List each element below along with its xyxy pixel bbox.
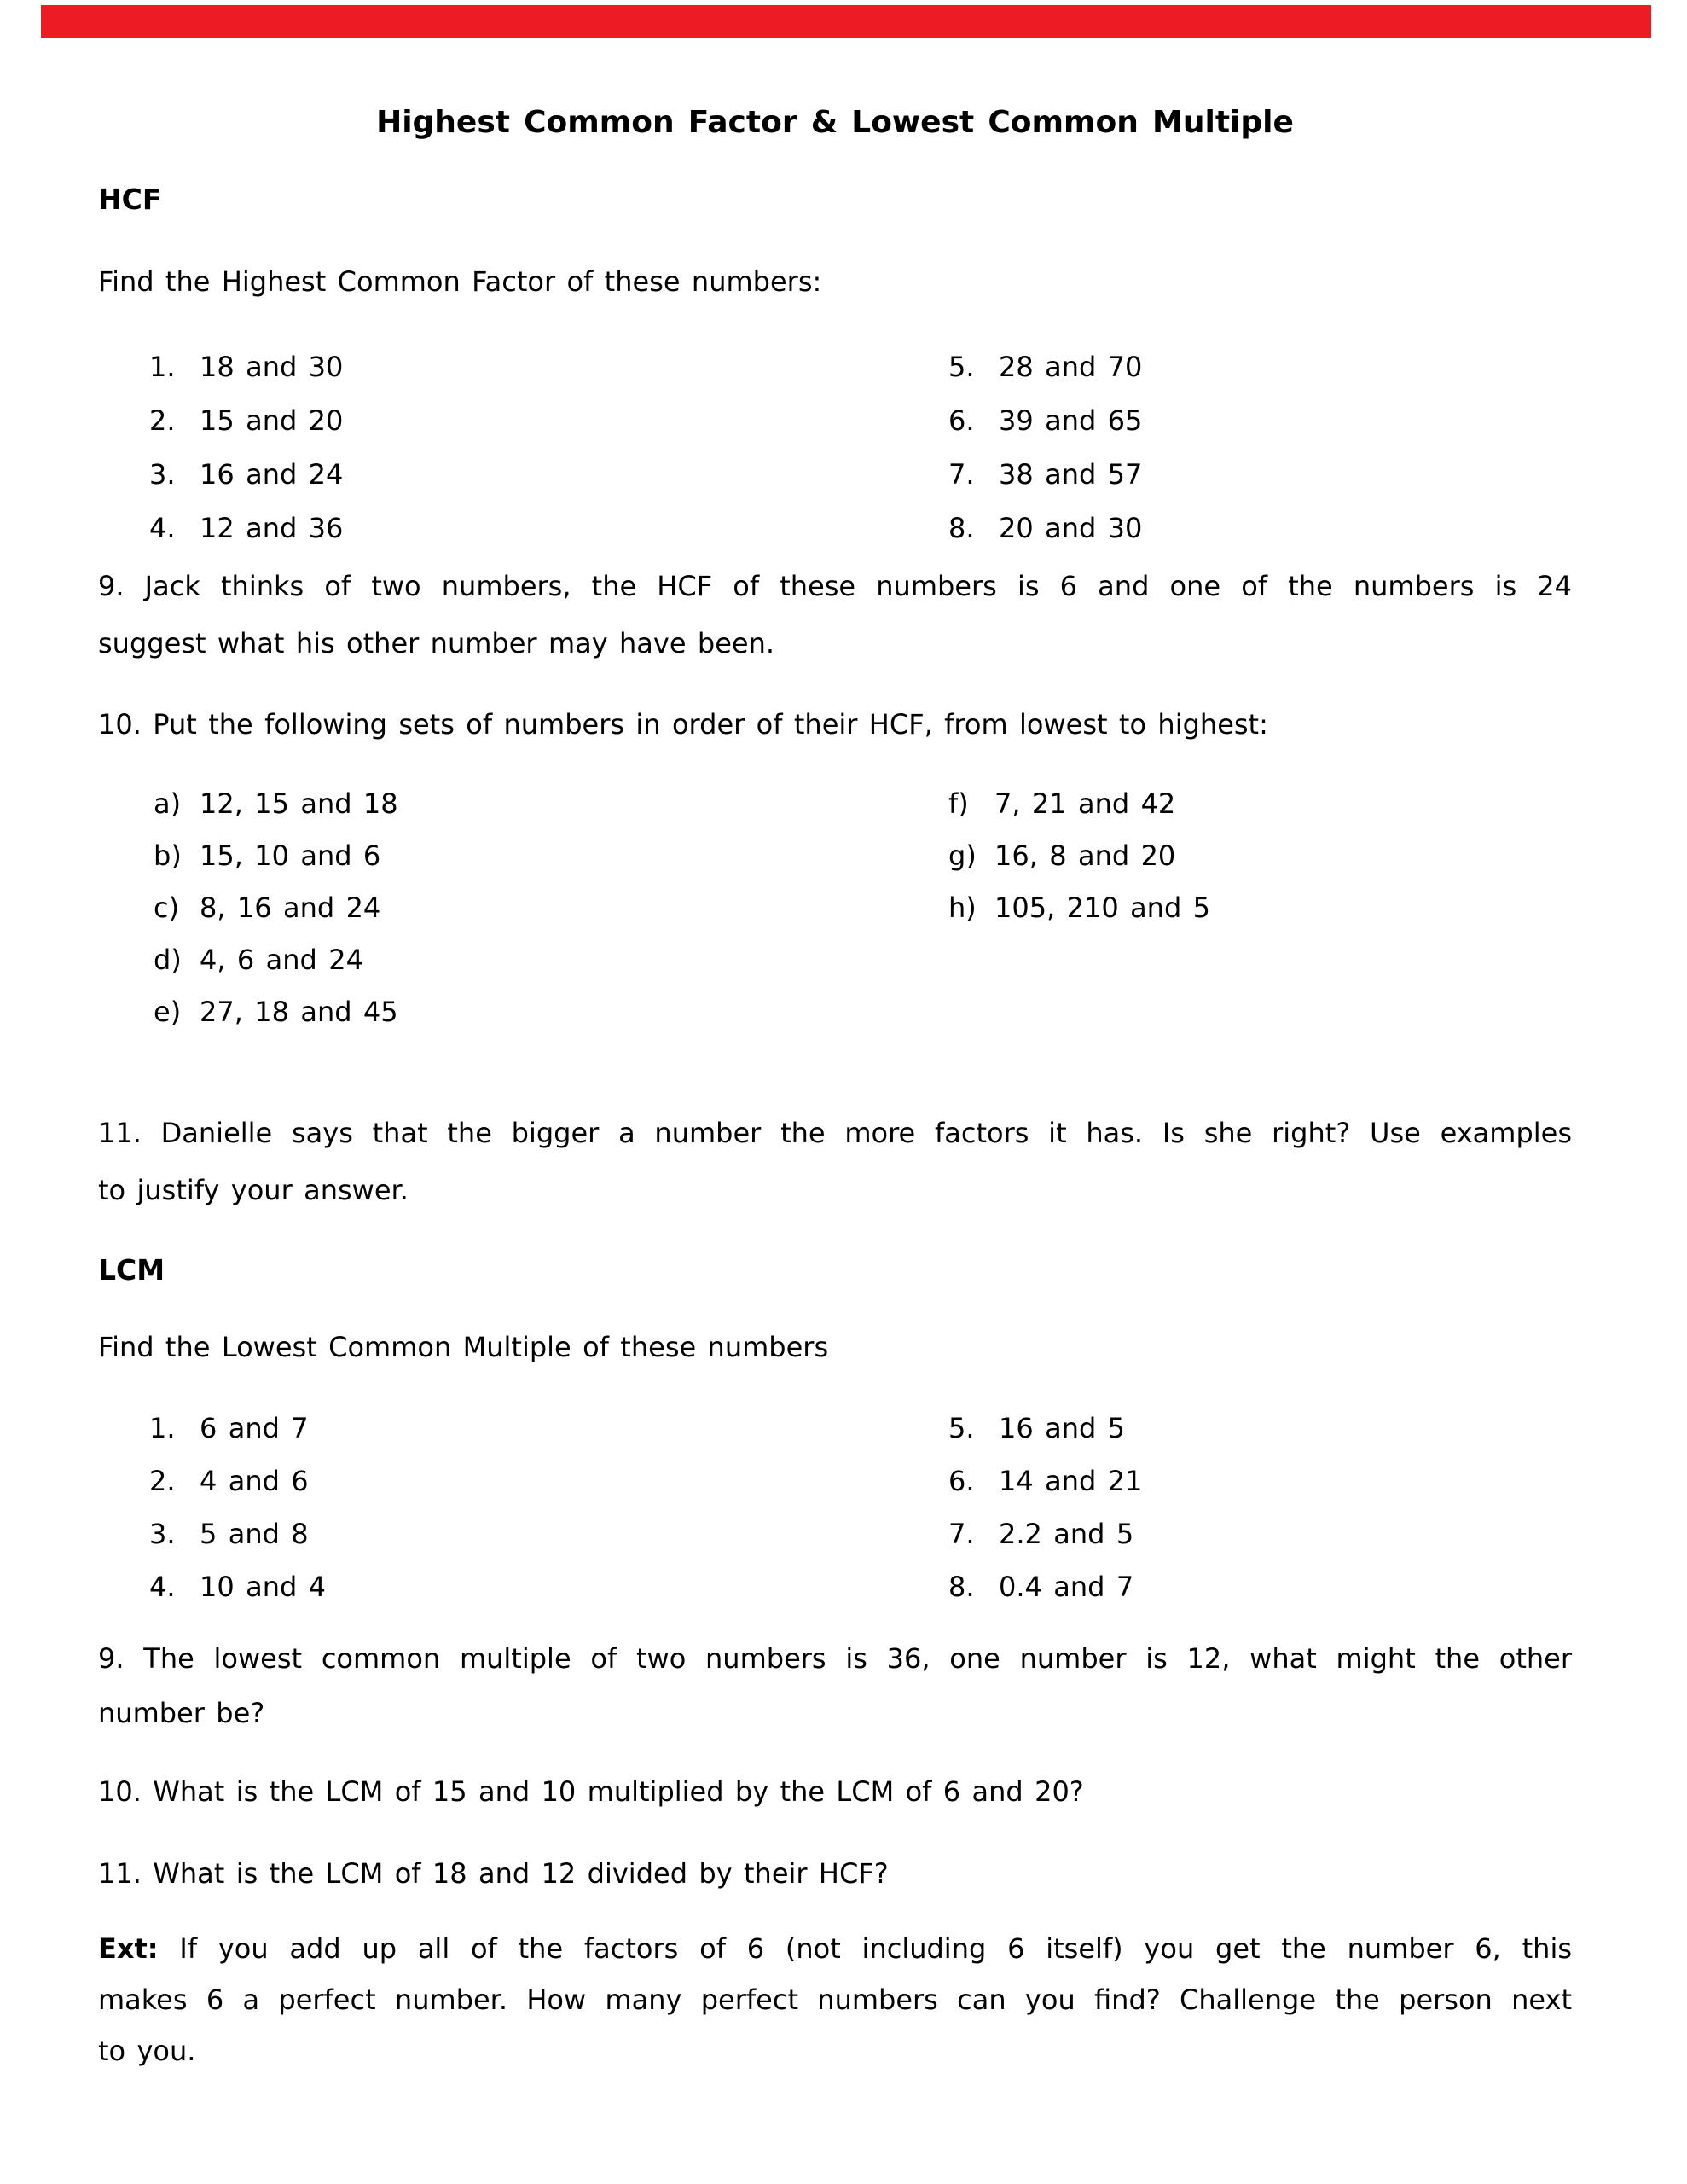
list-item-text: 0.4 and 7 [999,1571,1134,1603]
list-marker: f) [948,787,969,820]
page-title: Highest Common Factor & Lowest Common Multiple [376,105,1294,140]
list-item-text: 7, 21 and 42 [994,787,1176,820]
list-item-text: 12, 15 and 18 [200,787,398,820]
list-item [154,778,398,830]
question-line: to justify your answer. [98,1174,409,1206]
list-item-text: 20 and 30 [999,512,1143,544]
question-line: number be? [98,1697,265,1729]
question-line: 11. Danielle says that the bigger a number the more factors it has. Is she right? Use examples [98,1117,1572,1149]
list-marker: b) [154,839,182,872]
list-item [948,340,1142,394]
list-item-text: 12 and 36 [200,512,344,544]
list-item-text: 16 and 24 [200,458,344,491]
list-item-text: 28 and 70 [999,351,1143,383]
lcm-section-heading: LCM [98,1253,165,1287]
list-marker: c) [154,892,180,924]
list-item [948,448,1142,502]
list-marker: 6. [948,404,975,437]
list-item [948,882,1210,934]
list-item-text: 10 and 4 [200,1571,327,1603]
list-item [149,1455,326,1507]
hcf-question-11 [98,1105,1572,1219]
hcf-list-right-column [948,340,1142,555]
list-marker: 1. [149,1412,176,1444]
list-marker: 4. [149,1571,176,1603]
list-marker: 5. [948,351,975,383]
list-marker: d) [154,944,182,976]
list-item-text: 18 and 30 [200,351,344,383]
list-marker: g) [948,839,977,872]
list-item [149,448,343,502]
list-marker: 8. [948,512,975,544]
list-item [154,830,398,882]
list-item [948,1455,1142,1507]
list-item [948,394,1142,448]
lcm-question-11: 11. What is the LCM of 18 and 12 divided by their HCF? [98,1857,889,1890]
list-item-text: 27, 18 and 45 [200,996,398,1028]
lcm-question-10: 10. What is the LCM of 15 and 10 multiplied by the LCM of 6 and 20? [98,1775,1084,1808]
list-item [149,1560,326,1613]
lcm-list-right-column [948,1402,1142,1613]
list-item-text: 105, 210 and 5 [994,892,1211,924]
list-item-text: 15, 10 and 6 [200,839,381,872]
list-marker: 3. [149,1518,176,1550]
list-item [948,778,1210,830]
list-item-text: 16 and 5 [999,1412,1126,1444]
list-item-text: 4, 6 and 24 [200,944,363,976]
top-redaction-bar [41,5,1651,38]
list-marker: 7. [948,458,975,491]
list-marker: 7. [948,1518,975,1550]
question-line: suggest what his other number may have been. [98,627,775,659]
list-item-text: 38 and 57 [999,458,1143,491]
list-item [154,882,398,934]
list-marker: 4. [149,512,176,544]
list-item [149,1507,326,1560]
hcf-section-heading: HCF [98,183,162,216]
list-item-text: 2.2 and 5 [999,1518,1134,1550]
list-marker: 3. [149,458,176,491]
lcm-intro-text: Find the Lowest Common Multiple of these numbers [98,1331,829,1363]
list-marker: e) [154,996,182,1028]
extension-label: Ext: [98,1932,159,1965]
extension-line: makes 6 a perfect number. How many perfect numbers can you find? Challenge the person next [98,1984,1572,2016]
hcf-sets-left-column [154,778,398,1038]
list-marker: 1. [149,351,176,383]
question-line: 9. Jack thinks of two numbers, the HCF of these numbers is 6 and one of the numbers is 24 [98,570,1572,602]
list-item-text: 6 and 7 [200,1412,309,1444]
hcf-sets-right-column [948,778,1210,934]
list-item [948,1507,1142,1560]
list-item [149,502,343,555]
hcf-question-10: 10. Put the following sets of numbers in order of their HCF, from lowest to highest: [98,708,1268,741]
list-item [154,986,398,1038]
extension-task [98,1923,1572,2077]
hcf-list-left-column [149,340,343,555]
list-item-text: 5 and 8 [200,1518,309,1550]
hcf-question-9 [98,558,1572,672]
hcf-intro-text: Find the Highest Common Factor of these numbers: [98,265,822,298]
lcm-list-left-column [149,1402,326,1613]
list-item-text: 39 and 65 [999,404,1143,437]
list-marker: a) [154,787,182,820]
extension-line [98,1923,1572,1974]
list-marker: 5. [948,1412,975,1444]
list-marker: h) [948,892,977,924]
list-item [948,1560,1142,1613]
list-marker: 2. [149,1465,176,1497]
lcm-question-9 [98,1631,1572,1740]
list-item-text: 4 and 6 [200,1465,309,1497]
list-marker: 8. [948,1571,975,1603]
list-item [948,830,1210,882]
list-item [948,502,1142,555]
list-item [154,934,398,986]
question-line: 9. The lowest common multiple of two numbers is 36, one number is 12, what might the other [98,1642,1572,1675]
list-marker: 6. [948,1465,975,1497]
list-item [149,1402,326,1455]
extension-line: to you. [98,2035,196,2067]
list-item-text: 14 and 21 [999,1465,1143,1497]
list-item-text: 15 and 20 [200,404,344,437]
list-item-text: 8, 16 and 24 [200,892,381,924]
list-item [948,1402,1142,1455]
extension-text: If you add up all of the factors of 6 (not including 6 itself) you get the number 6, this [179,1932,1573,1965]
list-item [149,340,343,394]
list-item-text: 16, 8 and 20 [994,839,1176,872]
list-item [149,394,343,448]
list-marker: 2. [149,404,176,437]
